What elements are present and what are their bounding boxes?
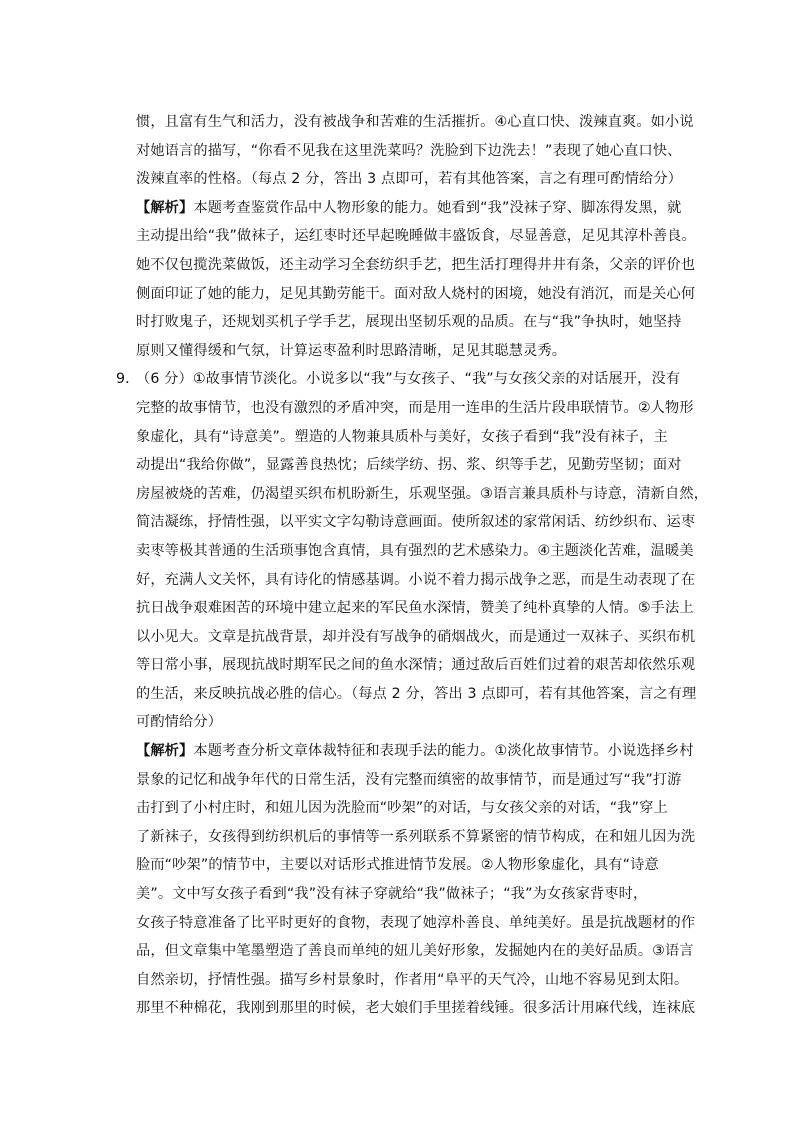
line-text: 那里不种棉花，我刚到那里的时候，老大娘们手里搓着线锤。很多活计用麻代线，连袜底 (136, 1000, 696, 1017)
text-line (136, 394, 694, 423)
line-text: 主动提出给“我”做袜子，运红枣时还早起晚睡做丰盛饭食，尽显善意，足见其淳朴善良。 (136, 228, 696, 245)
text-line (136, 451, 682, 480)
text-line (136, 994, 696, 1023)
text-line (136, 737, 694, 766)
text-line (136, 423, 668, 452)
line-text: 时打败鬼子，还规划买机子学手艺，展现出坚韧乐观的品质。在与“我”争执时，她坚持 (136, 314, 682, 331)
line-text: 房屋被烧的苦难，仍渴望买织布机盼新生，乐观坚强。③语言兼具质朴与诗意，清新自然， (136, 485, 709, 502)
text-line (136, 137, 682, 166)
text-line (136, 766, 682, 795)
text-line (136, 222, 696, 251)
line-text: 象虚化，具有“诗意美”。塑造的人物兼具质朴与美好，女孩子看到“我”没有袜子，主 (136, 428, 668, 445)
line-text: 完整的故事情节，也没有激烈的矛盾冲突，而是用一连串的生活片段串联情节。②人物形 (136, 399, 694, 416)
line-text: 景象的记忆和战争年代的日常生活，没有完整而缜密的故事情节，而是通过写“我”打游 (136, 771, 682, 788)
line-text: 侧面印证了她的能力，足见其勤劳能干。面对敌人烧村的困境，她没有消沉，而是关心何 (136, 285, 696, 302)
line-text: 本题考查分析文章体裁特征和表现手法的能力。①淡化故事情节。小说选择乡村 (193, 743, 694, 760)
text-line (136, 851, 664, 880)
line-text: 击打到了小村庄时，和妞儿因为洗脸而“吵架”的对话，与女孩父亲的对话，“我”穿上 (136, 800, 668, 817)
line-text: 以小见大。文章是抗战背景，却并没有写战争的硝烟战火，而是通过一双袜子、买织布机 (136, 628, 696, 645)
text-line (136, 280, 696, 309)
text-line (136, 308, 682, 337)
text-line (136, 194, 682, 223)
text-line (136, 680, 697, 709)
text-line (136, 337, 664, 366)
text-line (136, 480, 709, 509)
question-number: 9． (116, 371, 140, 388)
line-text: 简洁凝练，抒情性强，以平实文字勾勒诗意画面。使所叙述的家常闲话、纺纱织布、运枣 (136, 514, 696, 531)
line-text: 原则又懂得缓和气氛，计算运枣盈利时思路清晰，足见其聪慧灵秀。 (136, 342, 567, 359)
line-text: 她不仅包揽洗菜做饭，还主动学习全套纺织手艺，把生活打理得井井有条，父亲的评价也 (136, 256, 696, 273)
text-line (136, 594, 694, 623)
text-line (136, 823, 696, 852)
text-line (136, 251, 696, 280)
text-line (136, 165, 683, 194)
text-line (116, 365, 681, 394)
line-text: 了新袜子，女孩得到纺织机后的事情等一系列联系不算紧密的情节构成，在和妞儿因为洗 (136, 828, 696, 845)
line-text: 美”。文中写女孩子看到“我”没有袜子穿就给“我”做袜子；“我”为女孩家背枣时， (136, 886, 648, 903)
text-line (136, 508, 696, 537)
text-line (136, 537, 694, 566)
text-line (136, 108, 694, 137)
line-text: 好，充满人文关怀，具有诗化的情感基调。小说不着力揭示战争之恶，而是生动表现了在 (136, 571, 696, 588)
line-text: 抗日战争艰难困苦的环境中建立起来的军民鱼水深情，赞美了纯朴真挚的人情。⑤手法上 (136, 600, 694, 617)
text-line (136, 566, 696, 595)
text-line (136, 966, 689, 995)
text-line (136, 708, 664, 737)
text-line (136, 880, 664, 909)
text-line (136, 651, 696, 680)
line-text: 动提出“我给你做”，显露善良热忱；后续学纺、拐、浆、织等手艺，见勤劳坚韧；面对 (136, 457, 682, 474)
line-text: 脸而“吵架”的情节中，主要以对话形式推进情节发展。②人物形象虚化，具有“诗意 (136, 857, 659, 874)
line-text: （6 分）①故事情节淡化。小说多以“我”与女孩子、“我”与女孩父亲的对话展开，没有 (136, 371, 681, 388)
line-text: 女孩子特意准备了比平时更好的食物，表现了她淳朴善良、单纯美好。虽是抗战题材的作 (136, 914, 696, 931)
line-text: 本题考查鉴赏作品中人物形象的能力。她看到“我”没袜子穿、脚冻得发黑，就 (193, 199, 682, 216)
text-line (136, 794, 668, 823)
line-text: 对她语言的描写，“你看不见我在这里洗菜吗？洗脸到下边洗去！”表现了她心直口快、 (136, 142, 682, 159)
document-body (116, 108, 709, 1023)
line-text: 卖枣等极其普通的生活琐事饱含真情，具有强烈的艺术感染力。④主题淡化苦难，温暖美 (136, 542, 694, 559)
text-line (136, 623, 696, 652)
analysis-tag: 【解析】 (136, 199, 194, 216)
text-line (136, 909, 696, 938)
line-text: 等日常小事，展现抗战时期军民之间的鱼水深情；通过敌后百姓们过着的艰苦却依然乐观 (136, 657, 696, 674)
text-line (136, 937, 694, 966)
line-text: 泼辣直率的性格。（每点 2 分，答出 3 点即可，若有其他答案，言之有理可酌情给分） (136, 171, 683, 188)
line-text: 的生活，来反映抗战必胜的信心。（每点 2 分，答出 3 点即可，若有其他答案，言之有理 (136, 685, 697, 702)
analysis-tag: 【解析】 (136, 743, 194, 760)
line-text: 惯，且富有生气和活力，没有被战争和苦难的生活摧折。④心直口快、泼辣直爽。如小说 (136, 114, 694, 130)
line-text: 自然亲切，抒情性强。描写乡村景象时，作者用“阜平的天气冷，山地不容易见到太阳。 (136, 971, 689, 988)
line-text: 可酌情给分） (136, 714, 223, 731)
line-text: 品，但文章集中笔墨塑造了善良而单纯的妞儿美好形象，发掘她内在的美好品质。③语言 (136, 943, 694, 960)
